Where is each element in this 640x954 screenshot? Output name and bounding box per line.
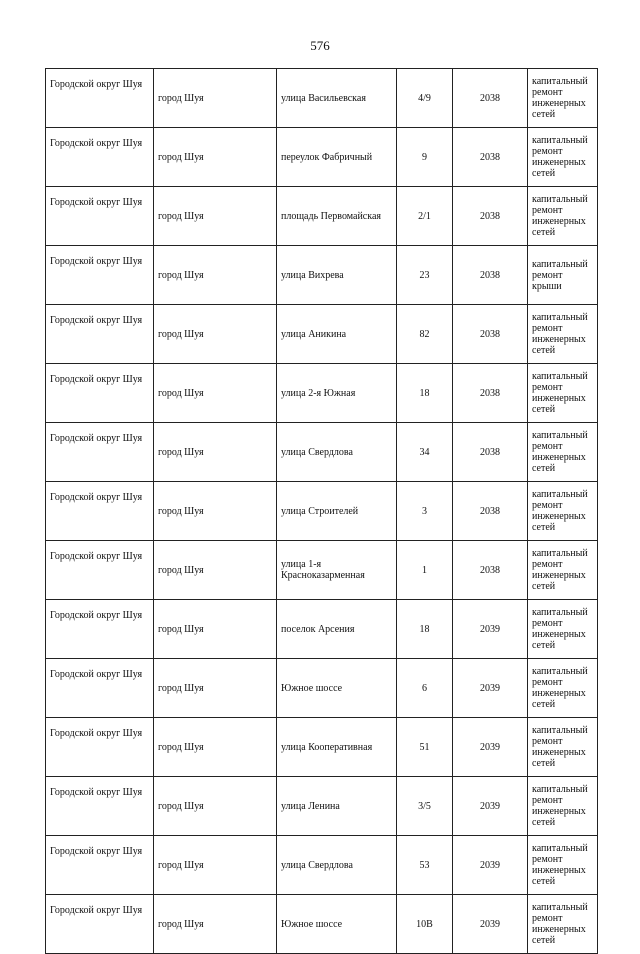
work-type-cell: капитальный ремонт инженерных сетей: [528, 541, 598, 600]
locality-cell: город Шуя: [154, 777, 277, 836]
planned-year-cell: 2038: [453, 128, 528, 187]
work-type-cell: капитальный ремонт инженерных сетей: [528, 69, 598, 128]
page-number: 576: [310, 38, 330, 53]
district-cell: Городской округ Шуя: [46, 482, 154, 541]
table-row: [46, 600, 598, 659]
work-type-cell: капитальный ремонт инженерных сетей: [528, 836, 598, 895]
locality-cell: город Шуя: [154, 128, 277, 187]
work-type-cell: капитальный ремонт инженерных сетей: [528, 423, 598, 482]
district-cell: Городской округ Шуя: [46, 246, 154, 305]
house-number-cell: 4/9: [397, 69, 453, 128]
planned-year-cell: 2039: [453, 718, 528, 777]
house-number-cell: 18: [397, 364, 453, 423]
planned-year-cell: 2038: [453, 69, 528, 128]
street-cell: Южное шоссе: [277, 659, 397, 718]
street-cell: улица 2-я Южная: [277, 364, 397, 423]
table-row: [46, 364, 598, 423]
locality-cell: город Шуя: [154, 895, 277, 954]
house-number-cell: 3: [397, 482, 453, 541]
work-type-cell: капитальный ремонт инженерных сетей: [528, 718, 598, 777]
district-cell: Городской округ Шуя: [46, 718, 154, 777]
planned-year-cell: 2038: [453, 541, 528, 600]
street-cell: площадь Первомайская: [277, 187, 397, 246]
table-row: [46, 187, 598, 246]
locality-cell: город Шуя: [154, 305, 277, 364]
street-cell: улица Ленина: [277, 777, 397, 836]
street-cell: улица Свердлова: [277, 423, 397, 482]
house-number-cell: 18: [397, 600, 453, 659]
district-cell: Городской округ Шуя: [46, 836, 154, 895]
locality-cell: город Шуя: [154, 836, 277, 895]
table-row: [46, 305, 598, 364]
work-type-cell: капитальный ремонт инженерных сетей: [528, 659, 598, 718]
house-number-cell: 51: [397, 718, 453, 777]
district-cell: Городской округ Шуя: [46, 187, 154, 246]
district-cell: Городской округ Шуя: [46, 364, 154, 423]
registry-table: [45, 68, 598, 954]
locality-cell: город Шуя: [154, 600, 277, 659]
locality-cell: город Шуя: [154, 482, 277, 541]
district-cell: Городской округ Шуя: [46, 541, 154, 600]
table-row: [46, 836, 598, 895]
house-number-cell: 53: [397, 836, 453, 895]
street-cell: улица Строителей: [277, 482, 397, 541]
table-row: [46, 69, 598, 128]
table-row: [46, 423, 598, 482]
street-cell: поселок Арсения: [277, 600, 397, 659]
table-row: [46, 541, 598, 600]
street-cell: улица Васильевская: [277, 69, 397, 128]
street-cell: улица Вихрева: [277, 246, 397, 305]
planned-year-cell: 2038: [453, 482, 528, 541]
locality-cell: город Шуя: [154, 69, 277, 128]
house-number-cell: 34: [397, 423, 453, 482]
locality-cell: город Шуя: [154, 718, 277, 777]
house-number-cell: 2/1: [397, 187, 453, 246]
district-cell: Городской округ Шуя: [46, 305, 154, 364]
planned-year-cell: 2039: [453, 600, 528, 659]
table-row: [46, 246, 598, 305]
work-type-cell: капитальный ремонт инженерных сетей: [528, 777, 598, 836]
planned-year-cell: 2038: [453, 187, 528, 246]
table-row: [46, 128, 598, 187]
house-number-cell: 3/5: [397, 777, 453, 836]
street-cell: Южное шоссе: [277, 895, 397, 954]
house-number-cell: 10В: [397, 895, 453, 954]
district-cell: Городской округ Шуя: [46, 423, 154, 482]
table-row: [46, 659, 598, 718]
house-number-cell: 82: [397, 305, 453, 364]
street-cell: улица Аникина: [277, 305, 397, 364]
planned-year-cell: 2039: [453, 895, 528, 954]
work-type-cell: капитальный ремонт крыши: [528, 246, 598, 305]
street-cell: улица Кооперативная: [277, 718, 397, 777]
district-cell: Городской округ Шуя: [46, 659, 154, 718]
planned-year-cell: 2038: [453, 364, 528, 423]
locality-cell: город Шуя: [154, 187, 277, 246]
table-row: [46, 718, 598, 777]
street-cell: переулок Фабричный: [277, 128, 397, 187]
locality-cell: город Шуя: [154, 246, 277, 305]
street-cell: улица Свердлова: [277, 836, 397, 895]
work-type-cell: капитальный ремонт инженерных сетей: [528, 305, 598, 364]
district-cell: Городской округ Шуя: [46, 69, 154, 128]
locality-cell: город Шуя: [154, 423, 277, 482]
locality-cell: город Шуя: [154, 541, 277, 600]
table-row: [46, 482, 598, 541]
planned-year-cell: 2039: [453, 836, 528, 895]
locality-cell: город Шуя: [154, 659, 277, 718]
house-number-cell: 6: [397, 659, 453, 718]
locality-cell: город Шуя: [154, 364, 277, 423]
house-number-cell: 1: [397, 541, 453, 600]
work-type-cell: капитальный ремонт инженерных сетей: [528, 895, 598, 954]
district-cell: Городской округ Шуя: [46, 895, 154, 954]
district-cell: Городской округ Шуя: [46, 777, 154, 836]
work-type-cell: капитальный ремонт инженерных сетей: [528, 600, 598, 659]
planned-year-cell: 2038: [453, 423, 528, 482]
work-type-cell: капитальный ремонт инженерных сетей: [528, 128, 598, 187]
house-number-cell: 9: [397, 128, 453, 187]
planned-year-cell: 2039: [453, 659, 528, 718]
district-cell: Городской округ Шуя: [46, 600, 154, 659]
registry-table-body: [46, 69, 598, 954]
planned-year-cell: 2038: [453, 246, 528, 305]
table-row: [46, 895, 598, 954]
work-type-cell: капитальный ремонт инженерных сетей: [528, 187, 598, 246]
street-cell: улица 1-я Красноказарменная: [277, 541, 397, 600]
planned-year-cell: 2039: [453, 777, 528, 836]
work-type-cell: капитальный ремонт инженерных сетей: [528, 364, 598, 423]
house-number-cell: 23: [397, 246, 453, 305]
planned-year-cell: 2038: [453, 305, 528, 364]
work-type-cell: капитальный ремонт инженерных сетей: [528, 482, 598, 541]
table-row: [46, 777, 598, 836]
district-cell: Городской округ Шуя: [46, 128, 154, 187]
